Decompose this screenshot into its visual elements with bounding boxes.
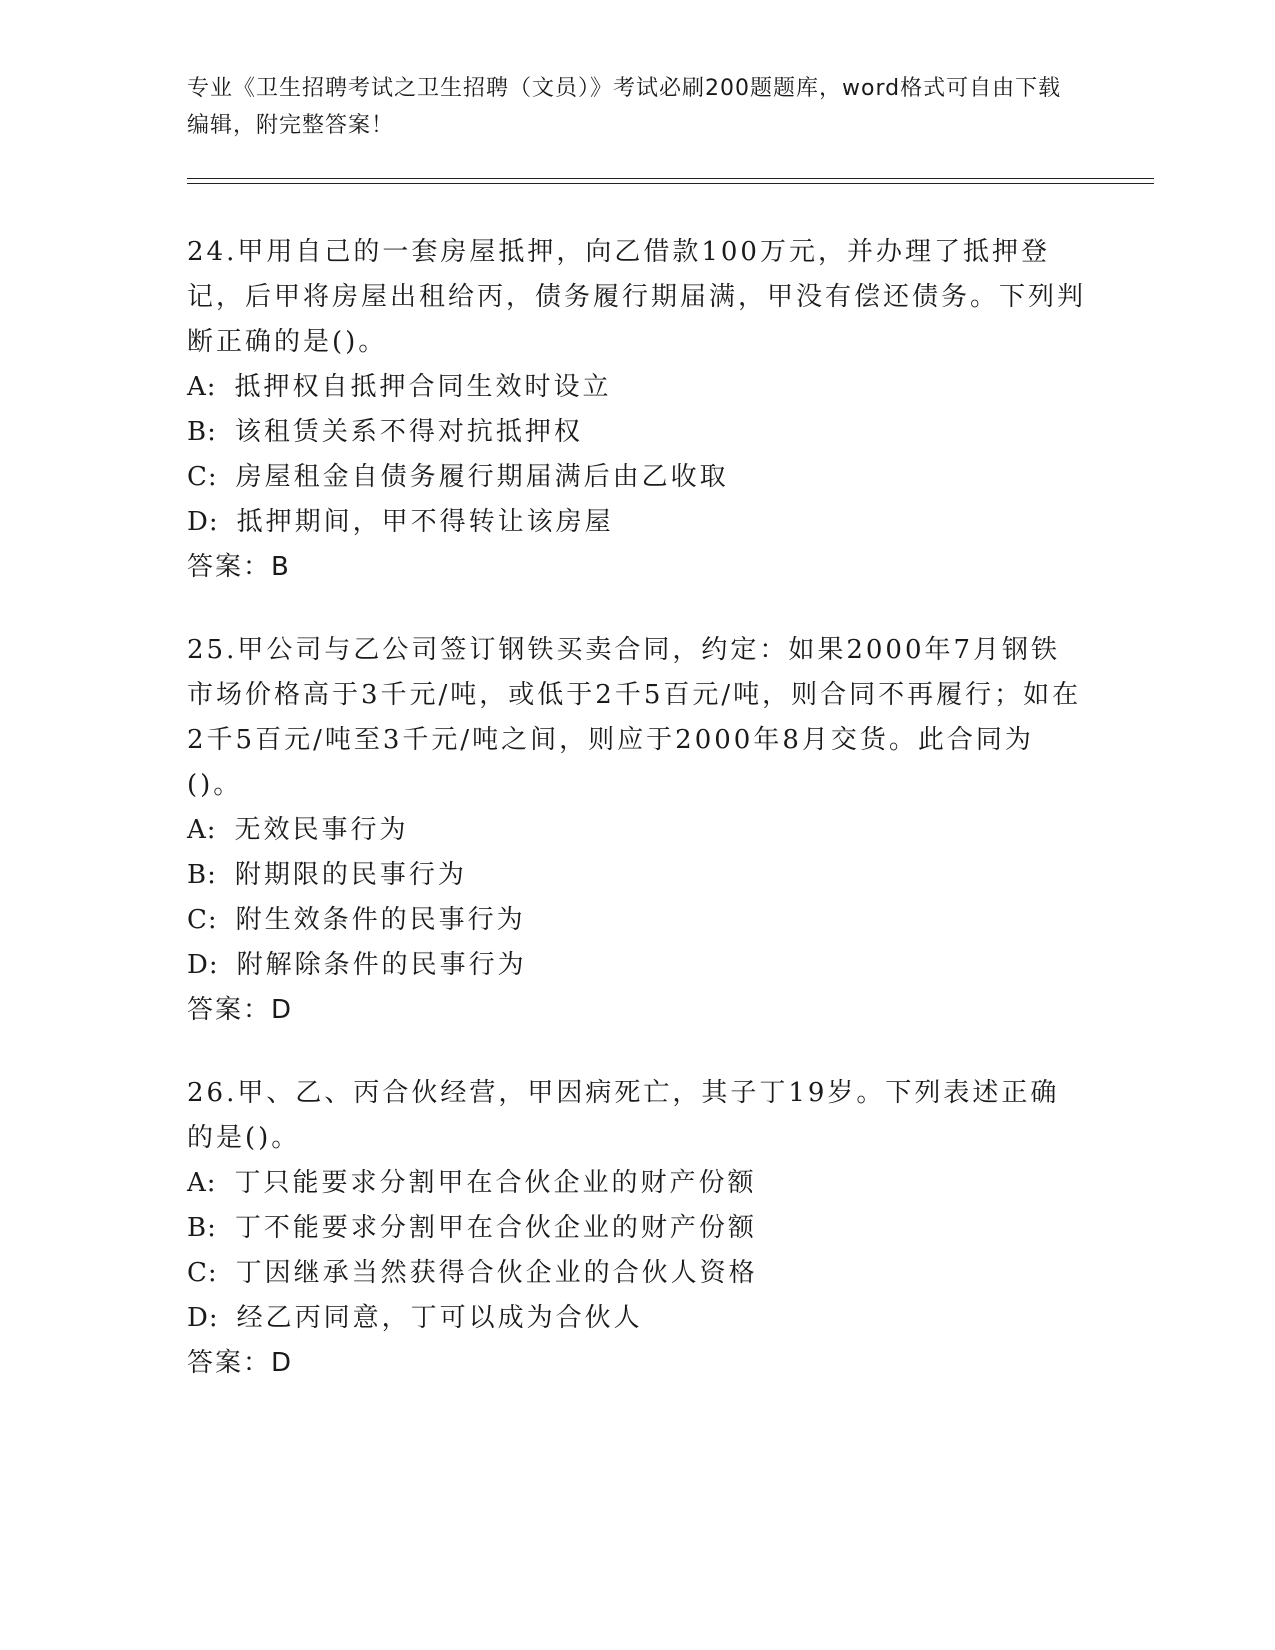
option-key: C: <box>187 905 218 935</box>
option-key: D: <box>187 507 219 537</box>
header-divider-top <box>187 178 1154 179</box>
option-text: 附生效条件的民事行为 <box>235 905 526 935</box>
option-key: A: <box>187 815 217 845</box>
answer-line: 答案：D <box>187 1348 294 1378</box>
question-stem: 25.甲公司与乙公司签订钢铁买卖合同，约定：如果2000年7月钢铁市场价格高于3千元/吨，或低于2千5百元/吨，则合同不再履行；如在2千5百元/吨至3千元/吨之间，则应于2000年8月交货。此合同为()。 <box>187 635 1082 800</box>
header-divider-bottom <box>187 183 1154 184</box>
option-key: D: <box>187 950 219 980</box>
option-key: B: <box>187 417 217 447</box>
question-25 <box>187 628 1087 1033</box>
option-list <box>187 1161 1087 1341</box>
option-text: 附期限的民事行为 <box>234 860 467 890</box>
option-text: 该租赁关系不得对抗抵押权 <box>234 417 583 447</box>
option-b <box>187 1206 1087 1251</box>
option-c <box>187 455 1087 500</box>
option-a <box>187 1161 1087 1206</box>
option-b <box>187 853 1087 898</box>
option-list <box>187 808 1087 988</box>
option-text: 丁只能要求分割甲在合伙企业的财产份额 <box>234 1168 757 1198</box>
question-stem: 24.甲用自己的一套房屋抵押，向乙借款100万元，并办理了抵押登记，后甲将房屋出租给丙，债务履行期届满，甲没有偿还债务。下列判断正确的是()。 <box>187 237 1087 357</box>
option-b <box>187 410 1087 455</box>
question-26 <box>187 1071 1087 1386</box>
answer-line: 答案：B <box>187 552 291 582</box>
option-key: A: <box>187 372 217 402</box>
option-text: 无效民事行为 <box>234 815 409 845</box>
option-a <box>187 365 1087 410</box>
option-c <box>187 1251 1087 1296</box>
option-key: C: <box>187 1258 218 1288</box>
option-text: 经乙丙同意，丁可以成为合伙人 <box>236 1303 643 1333</box>
option-a <box>187 808 1087 853</box>
option-key: D: <box>187 1303 219 1333</box>
document-header <box>187 70 1087 144</box>
option-text: 抵押权自抵押合同生效时设立 <box>234 372 612 402</box>
option-key: C: <box>187 462 218 492</box>
option-c <box>187 898 1087 943</box>
option-text: 丁因继承当然获得合伙企业的合伙人资格 <box>235 1258 758 1288</box>
option-key: B: <box>187 1213 217 1243</box>
option-d <box>187 943 1087 988</box>
option-list <box>187 365 1087 545</box>
question-list <box>187 230 1087 1424</box>
header-note: 专业《卫生招聘考试之卫生招聘（文员）》考试必刷200题题库，word格式可自由下载编辑，附完整答案！ <box>187 76 1062 138</box>
option-d <box>187 500 1087 545</box>
option-text: 附解除条件的民事行为 <box>236 950 527 980</box>
option-text: 抵押期间，甲不得转让该房屋 <box>236 507 614 537</box>
option-key: B: <box>187 860 217 890</box>
option-text: 丁不能要求分割甲在合伙企业的财产份额 <box>234 1213 757 1243</box>
option-text: 房屋租金自债务履行期届满后由乙收取 <box>235 462 729 492</box>
answer-line: 答案：D <box>187 995 294 1025</box>
question-stem: 26.甲、乙、丙合伙经营，甲因病死亡，其子丁19岁。下列表述正确的是()。 <box>187 1078 1060 1153</box>
option-key: A: <box>187 1168 217 1198</box>
question-24 <box>187 230 1087 590</box>
option-d <box>187 1296 1087 1341</box>
